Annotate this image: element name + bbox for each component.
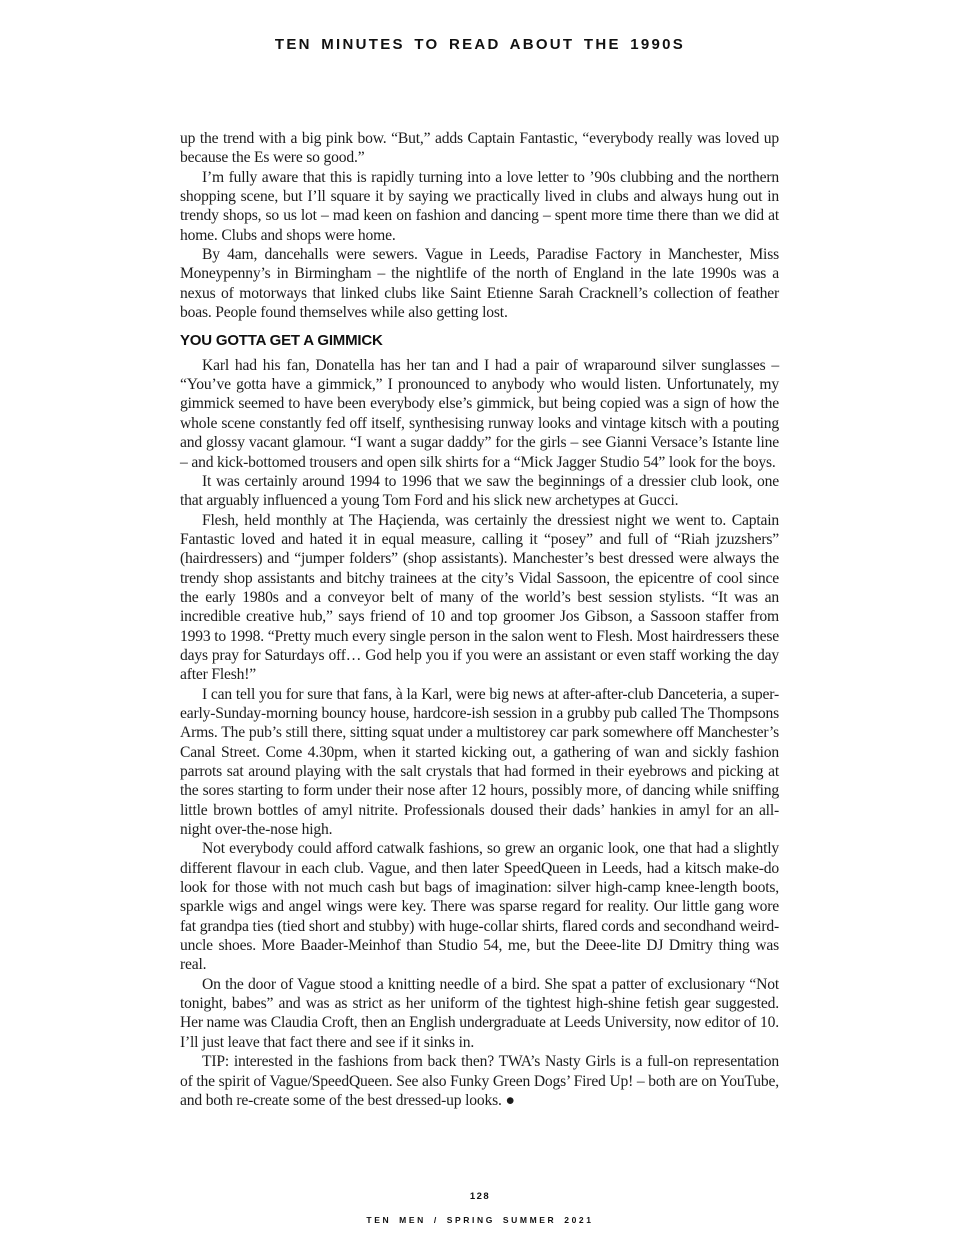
article-paragraph: Karl had his fan, Donatella has her tan and I had a pair of wraparound silver sunglasses – “You’ve gotta have a gimmick,” I pronounced to anybody who would listen. Unfortunately, my gimmick seemed to have been everybody else’s gimmick, but being copied was a sign of how the whole scene constantly fed off itself, synthesising runway looks and vintage kitsch with a pouting and glossy vacant glamour. “I want a sugar daddy” for the girls – see Gianni Versace’s Istante line – and kick-bottomed trousers and open silk shirts for a “Mick Jagger Studio 54” look for the boys. xyxy=(180,356,779,471)
footer-page-number: 128 xyxy=(469,1191,491,1202)
article-paragraph: I’m fully aware that this is rapidly turning into a love letter to ’90s clubbing and the northern shopping scene, but I’ll square it by saying we practically lived in clubs and always hung out in trendy shops, so us lot – mad keen on fashion and dancing – spent more time there than we did at home. Clubs and shops were home. xyxy=(180,168,779,244)
article-body xyxy=(180,129,779,1110)
article-paragraph: By 4am, dancehalls were sewers. Vague in Leeds, Paradise Factory in Manchester, Miss Moneypenny’s in Birmingham – the nightlife of the north of England in the late 1990s was a nexus of motorways that linked clubs like Saint Etienne Sarah Cracknell’s collection of feather boas. People found themselves while also getting lost. xyxy=(180,246,779,322)
article-paragraph: I can tell you for sure that fans, à la Karl, were big news at after-after-club Danceteria, a super-early-Sunday-morning bouncy house, hardcore-ish session in a grubby pub called The Thompsons Arms. The pub’s still there, sitting squat under a multistorey car park somewhere off Manchester’s Canal Street. Come 4.30pm, when it started kicking out, a gathering of wan and sickly fashion parrots sat around playing with the salt crystals that had formed in their eyebrows and picking at the sores starting to form under their nose after 12 hours, possibly more, of dancing while sniffing little brown bottles of amyl nitrite. Professionals doused their dads’ hankies in amyl for an all-night over-the-nose high. xyxy=(180,685,779,839)
footer-magazine-line: TEN MEN / SPRING SUMMER 2021 xyxy=(366,1215,594,1225)
running-head-title: TEN MINUTES TO READ ABOUT THE 1990S xyxy=(274,36,686,53)
article-paragraph: Flesh, held monthly at The Haçienda, was certainly the dressiest night we went to. Captain Fantastic loved and hated it in equal measure, calling it “posey” and full of “Riah jzuzshers” (hairdressers) and “jumper folders” (shop assistants). Manchester’s best dressed were always the trendy shop assistants and bitchy trainees at the city’s Vidal Sassoon, the epicentre of cool since the early 1980s and a conveyor belt of many of the world’s best session stylists. “It was an incredible creative hub,” says friend of 10 and top groomer Jos Gibson, a Sassoon staffer from 1993 to 1998. “Pretty much every single person in the salon went to Flesh. Most hairdressers these days pray for Saturdays off… God help you if you were an assistant or even staff working the day after Flesh!” xyxy=(180,511,779,684)
article-paragraph: It was certainly around 1994 to 1996 that we saw the beginnings of a dressier club look, one that arguably influenced a young Tom Ford and his slick new archetypes at Gucci. xyxy=(180,472,779,510)
article-paragraph: On the door of Vague stood a knitting needle of a bird. She spat a patter of exclusionary “Not tonight, babes” and was as strict as her uniform of the tightest high-shine fetish gear suggested. Her name was Claudia Croft, then an English undergraduate at Leeds University, now editor of 10. I’ll just leave that fact there and see if it sinks in. xyxy=(180,975,779,1051)
section-heading: YOU GOTTA GET A GIMMICK xyxy=(180,332,383,350)
article-paragraph: Not everybody could afford catwalk fashions, so grew an organic look, one that had a slightly different flavour in each club. Vague, and then later SpeedQueen in Leeds, had a kitsch make-do look for those with not much cash but bags of imagination: silver high-camp knee-length boots, sparkle wigs and angel wings were key. There was sparse regard for reality. Our little gang wore fat grandpa ties (tied short and stubby) with huge-collar shirts, flared cords and secondhand weird-uncle shoes. More Baader-Meinhof than Studio 54, me, but the Deee-lite DJ Dmitry thing was real. xyxy=(180,840,779,974)
article-paragraph: up the trend with a big pink bow. “But,” adds Captain Fantastic, “everybody really was loved up because the Es were so good.” xyxy=(180,130,779,167)
article-paragraph: TIP: interested in the fashions from back then? TWA’s Nasty Girls is a full-on representation of the spirit of Vague/SpeedQueen. See also Funky Green Dogs’ Fired Up! – both are on YouTube, and both re-create some of the best dressed-up looks. ● xyxy=(180,1053,779,1109)
